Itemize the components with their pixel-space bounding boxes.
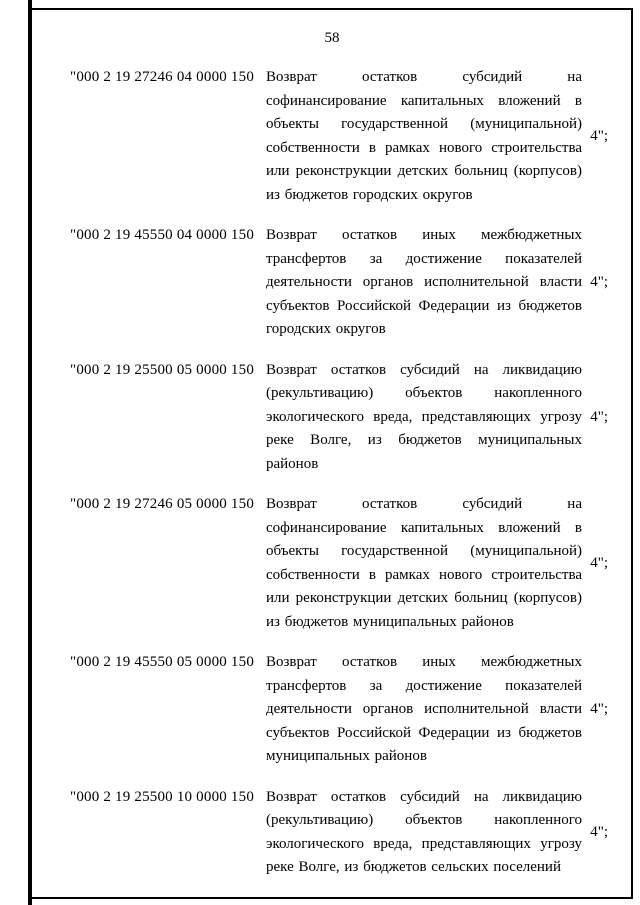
budget-code-entry — [70, 224, 608, 342]
page-number: 58 — [324, 30, 340, 46]
budget-code: "000 2 19 27246 04 0000 150 — [70, 69, 255, 85]
entry-suffix: 4"; — [590, 408, 608, 425]
budget-code-description: Возврат остатков субсидий на ликвидацию (рекультивацию) объектов накопленного экологического вреда, представляющих угрозу реке Волге, из бюджетов сельских поселений — [266, 788, 582, 875]
entry-suffix: 4"; — [590, 554, 608, 571]
entry-suffix: 4"; — [590, 701, 608, 717]
budget-code: "000 2 19 25500 05 0000 150 — [70, 361, 255, 378]
budget-code-description: Возврат остатков субсидий на ликвидацию (рекультивацию) объектов накопленного экологического вреда, представляющих угрозу реке Волге, из бюджетов муниципальных районов — [266, 361, 582, 472]
budget-code-entry — [70, 359, 608, 477]
budget-code: "000 2 19 27246 05 0000 150 — [70, 496, 255, 512]
budget-code-entry — [70, 493, 608, 634]
page-frame-left — [28, 0, 32, 905]
entry-suffix: 4"; — [590, 127, 608, 144]
page-frame-right — [631, 8, 633, 899]
budget-code: "000 2 19 45550 05 0000 150 — [70, 654, 255, 670]
budget-code-description: Возврат остатков субсидий на софинансирование капитальных вложений в объекты государственной (муниципальной) собственности в рамках нового строительства или реконструкции детских больниц (корпусов) из бюджетов городских округов — [266, 69, 582, 203]
budget-code-description: Возврат остатков иных межбюджетных трансфертов за достижение показателей деятельности органов исполнительной власти субъектов Российской Федерации из бюджетов муниципальных районов — [266, 654, 582, 764]
page-frame-bottom — [28, 897, 633, 899]
budget-code-entry — [70, 66, 608, 207]
budget-code-entry — [70, 651, 608, 769]
entry-suffix: 4"; — [590, 274, 608, 290]
document-body — [70, 66, 608, 897]
budget-code-entry — [70, 786, 608, 880]
page-frame-top — [28, 8, 633, 10]
entry-suffix: 4"; — [590, 823, 608, 840]
budget-code: "000 2 19 25500 10 0000 150 — [70, 788, 255, 805]
budget-code-description: Возврат остатков иных межбюджетных трансфертов за достижение показателей деятельности органов исполнительной власти субъектов Российской Федерации из бюджетов городских округов — [266, 227, 582, 337]
budget-code-description: Возврат остатков субсидий на софинансирование капитальных вложений в объекты государственной (муниципальной) собственности в рамках нового строительства или реконструкции детских больниц (корпусов) из бюджетов муниципальных районов — [266, 496, 582, 630]
budget-code: "000 2 19 45550 04 0000 150 — [70, 227, 255, 243]
